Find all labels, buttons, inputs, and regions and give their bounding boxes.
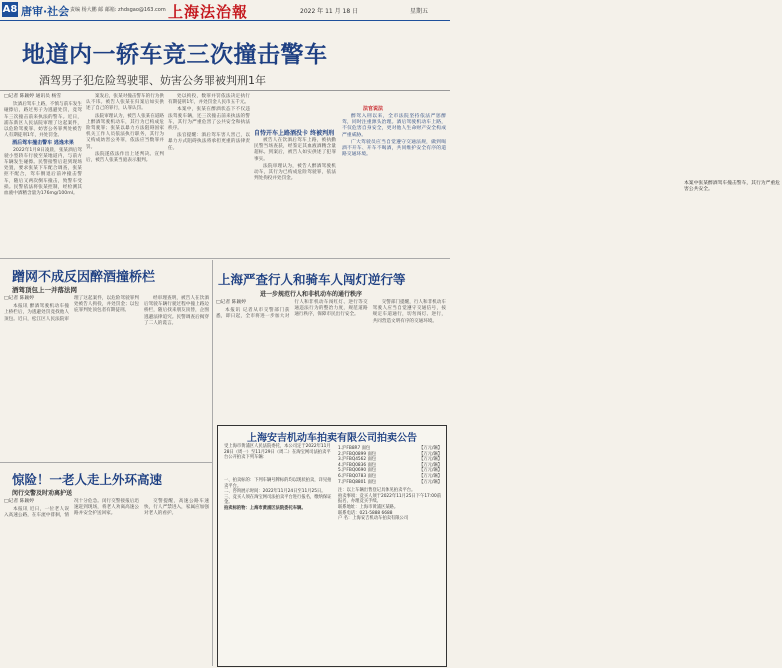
lead-paragraph: 法院审理认为，被告人醉酒驾驶机动车，其行为已构成危险驾驶罪，依法判处拘役并处罚金。 <box>254 163 336 182</box>
commentary-paragraph: 醉驾入刑以来，全市法院坚持依法严惩醉驾，同时注重源头治理。酒后驾驶机动车上路，不仅危害自身安全，更对他人生命财产安全构成严重威胁。 <box>342 114 446 138</box>
divider <box>0 258 450 259</box>
story3-headline: 上海严查行人和骑车人闯灯逆行等 <box>218 272 406 287</box>
auction-item-label: 6.沪FBQ0783 面包 <box>338 473 377 479</box>
auction-paragraph: 拍卖标的物：上海市黄浦区法院委托车辆。 <box>224 505 306 511</box>
lead-column-1 <box>4 94 82 254</box>
lead-paragraph: 2022年1月8日凌晨，张某酒后驾驶小型轿车行驶至某地道内，与前方车辆发生碰擦。民警接警后赶到现场处置，要求张某下车配合调查，张某拒不配合，驾车倒退后前冲撞击警车，随后又两次倒车撞击，致警车受损。民警依法将张某控制，经检测其血液中酒精含量为176mg/100ml。 <box>4 147 82 197</box>
auction-paragraph: 二、咨询展示时间：2022年11月24日至11月25日。 <box>224 489 326 495</box>
lead-column-2 <box>86 94 164 254</box>
lead-paragraph: 法院遂依法作出上述判决。宣判后，被告人张某当庭表示服判。 <box>86 151 164 164</box>
auction-item-label: 5.沪FBQ0690 面包 <box>338 468 377 474</box>
auction-item-price: 【万元/辆】 <box>419 451 442 457</box>
auction-item-label: 1.沪FB8R7 面包 <box>338 446 371 451</box>
auction-item-label: 7.沪FBQ8801 面包 <box>338 479 377 485</box>
lead-paragraph: 饮酒后驾车上路，不慎与前车发生碰擦后，路过男子为逃避处罚，竟驾车三次撞击前来执法的警车。近日，浦东新区人民法院审理了这起案件，以危险驾驶罪、妨害公务罪判处被告人有期徒刑1年，并处罚金。 <box>4 102 82 139</box>
page-number: A8 <box>2 4 18 15</box>
story2-headline: 蹭网不成反因醉酒撞桥栏 <box>12 270 156 285</box>
story4-subhead: 闵行交警及时劝离护送 <box>12 490 73 497</box>
story2-byline: □记者 陈颖婷 <box>4 296 35 301</box>
auction-notice <box>217 425 447 667</box>
auction-title: 上海安吉机动车拍卖有限公司拍卖公告 <box>247 433 417 444</box>
auction-intro: 受上海市黄浦区人民法院委托，本公司定于2022年11月28日（周一）至11月29日（周二）在淘宝网司法拍卖平台公开拍卖下列车辆： <box>224 444 331 461</box>
story4-body <box>4 499 209 665</box>
lead-paragraph: 本案中，张某在醉酒状态下不仅违法驾驶车辆，还三次撞击前来执法的警车，其行为严重危害了公共安全和执法秩序。 <box>168 107 250 132</box>
section-title: 唐审·社会 <box>21 5 70 18</box>
story2-paragraph: 经审理查明，被告人在饮酒后驾驶车辆行驶过程中撞上路边桥栏，随后找来朋友顶替，企图逃避法律追究。民警调查后揭穿了二人的谎言。 <box>144 296 209 326</box>
comment-label: 法官说法 <box>363 106 384 112</box>
lead-column-4 <box>254 138 336 254</box>
story2-body <box>4 296 209 460</box>
auction-item-price: 【万元/辆】 <box>419 446 442 451</box>
story3-body <box>216 300 446 418</box>
auction-paragraph: 一、拍卖标的：下列车辆号牌标的均以现状拍卖，详见拍卖平台。 <box>224 478 332 489</box>
story2-subhead: 酒驾顶包上一并落法网 <box>12 286 77 294</box>
auction-item-price: 【万元/辆】 <box>419 479 442 485</box>
auction-item-price: 【万元/辆】 <box>419 473 442 479</box>
auction-item-label: 3.沪FBQ4562 面包 <box>338 457 377 463</box>
story4-paragraph: 本报讯 近日，一位老人误入高速公路，在车流中徘徊，情况十分危急。闵行交警接报后迅速赶到现场，将老人劝离高速公路并安全护送回家。 <box>4 499 139 519</box>
lead-paragraph: 法院审理认为，被告人张某在道路上醉酒驾驶机动车，其行为已构成危险驾驶罪；张某以暴力方法阻碍国家机关工作人员依法执行职务，其行为又构成妨害公务罪，依法应当数罪并罚。 <box>86 113 164 150</box>
story3-subhead: 进一步规范行人和非机动车的通行秩序 <box>260 291 363 298</box>
commentary-text <box>342 114 446 244</box>
boxed-caption: 本案中张某醉酒驾车撞击警车，其行为严重危害公共安全。 <box>684 181 780 192</box>
story4-headline: 惊险！一老人走上外环高速 <box>12 472 163 487</box>
auction-paragraph: 拍卖事项：竞买人须于2022年11月25日下午17:00前报名，办理竞买手续。 <box>338 493 442 505</box>
issue-date: 2022 年 11 月 18 日 <box>300 8 359 15</box>
page-header <box>0 0 450 21</box>
auction-item-label: 2.沪FBQ0899 面包 <box>338 451 377 457</box>
issue-weekday: 星期五 <box>410 8 429 15</box>
lead-subhead: 酒驾男子犯危险驾驶罪、妨害公务罪被判刑1年 <box>39 74 266 87</box>
commentary-paragraph: 广大驾驶员应当自觉遵守交通法规，做到喝酒不开车、开车不喝酒，共同维护安全有序的道路交通环境。 <box>342 139 446 158</box>
editor-line: 责编 杨大鹏 邮 邮箱: zhdsgao@163.com <box>70 7 166 13</box>
auction-item <box>338 480 442 486</box>
auction-paragraph: 联系地址：上海市黄浦区某路。 <box>338 504 399 510</box>
auction-left-column <box>224 478 332 512</box>
auction-item-price: 【万元/辆】 <box>419 468 442 474</box>
auction-item-price: 【万元/辆】 <box>419 462 442 468</box>
lead-column-4-heading: 自恃开车上路酒没卡 终被判刑 <box>254 130 335 137</box>
auction-item-price: 【万元/辆】 <box>419 457 442 463</box>
story3-paragraph: 交警部门提醒，行人和非机动车驾驶人应当自觉遵守交通信号，按规定车道通行，切勿闯灯、逆行，共同营造文明有序的交通环境。 <box>372 300 446 324</box>
story4-paragraph: 交警提醒，高速公路车速快，行人严禁进入，家属应加强对老人的看护。 <box>144 499 209 517</box>
story3-paragraph: 本报讯 记者从市交警部门获悉，即日起，全市将进一步加大对行人和非机动车闯红灯、逆行等交通违法行为的整治力度，规范道路通行秩序，保障市民出行安全。 <box>216 300 368 320</box>
story3-byline: □记者 陈颖婷 <box>216 300 247 305</box>
lead-column-3 <box>168 94 250 254</box>
auction-paragraph: 户 名：上海安吉机动车拍卖有限公司 <box>338 516 409 522</box>
lead-paragraph: 处以拘役，数罪并罚依法决定执行有期徒刑1年，并处罚金人民币五千元。 <box>168 94 250 106</box>
commentary-box <box>338 90 780 248</box>
lead-byline: □记者 陈颖婷 通讯员 杨雪 <box>4 94 62 99</box>
auction-right-column <box>338 446 442 522</box>
auction-paragraph: 联系电话：021-5888 6688 <box>338 510 393 516</box>
auction-item-label: 4.沪FBQ0836 面包 <box>338 462 377 468</box>
lead-paragraph: 法官提醒：酒后驾车害人害己，以暴力方式阻碍执法将承担更重的法律责任。 <box>168 133 250 151</box>
divider <box>0 462 212 463</box>
story4-byline: □记者 陈颖婷 <box>4 499 35 504</box>
divider <box>212 260 213 666</box>
lead-paragraph: 被告人在饮酒后驾车上路，被执勤民警当场查获，经鉴定其血液酒精含量超标。到案后，被告人如实供述了犯罪事实。 <box>254 138 336 162</box>
auction-paragraph: 注：以上车辆出售登记具体见拍卖平台。 <box>338 488 416 494</box>
auction-paragraph: 三、竞买人须在淘宝网司法拍卖平台进行报名，缴纳保证金。 <box>224 494 332 506</box>
lead-headline: 地道内一轿车竞三次撞击警车 <box>22 42 328 68</box>
lead-paragraph: 案发后，张某对撞击警车的行为供认不讳。被告人张某在归案后如实供述了自己的罪行，认罪认罚。 <box>86 94 164 112</box>
story2-paragraph: 本报讯 醉酒驾驶机动车撞上桥栏后，为逃避处罚竟找他人顶包。近日，松江区人民法院审理了这起案件，以危险驾驶罪判处被告人拘役，并处罚金；以包庇罪判处顶包者有期徒刑。 <box>4 296 139 322</box>
newspaper-masthead: 上海法治報 <box>168 3 249 21</box>
lead-section-heading: 酒后驾车撞击警车 逃逸未果 <box>12 140 74 147</box>
